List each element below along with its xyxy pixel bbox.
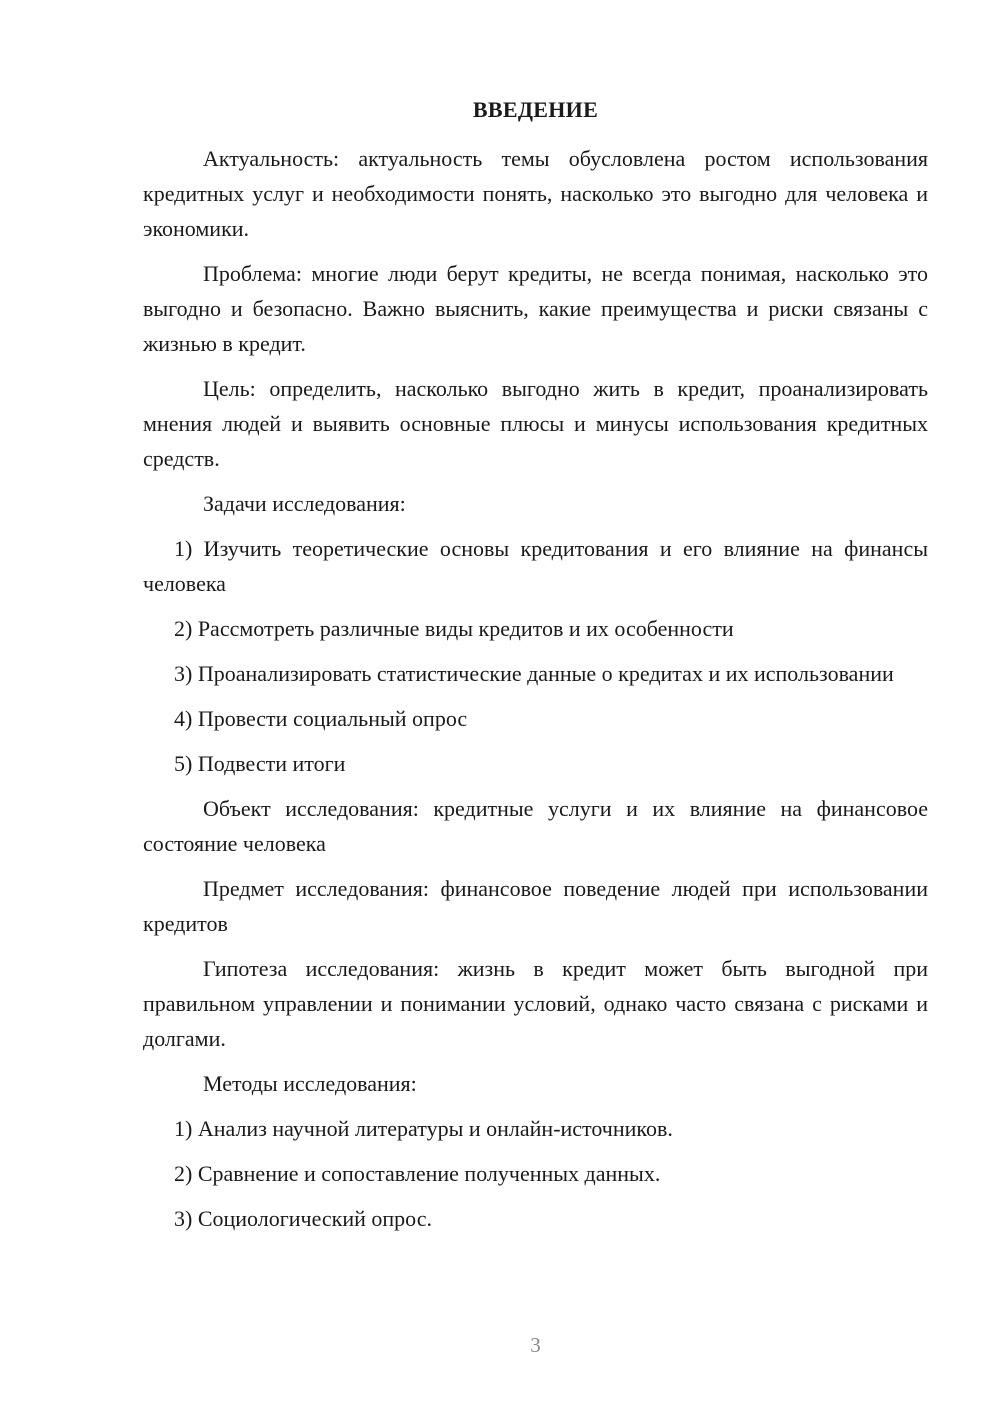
task-item-2: 2) Рассмотреть различные виды кредитов и их особенности	[174, 616, 734, 641]
document-page	[143, 92, 928, 1246]
task-item-3: 3) Проанализировать статистические данные о кредитах и их использовании	[174, 661, 894, 686]
method-item-3: 3) Социологический опрос.	[174, 1206, 432, 1231]
paragraph-hypothesis: Гипотеза исследования: жизнь в кредит может быть выгодной при правильном управлении и понимании условий, однако часто связана с рисками и долгами.	[143, 956, 928, 1051]
paragraph-goal: Цель: определить, насколько выгодно жить в кредит, проанализировать мнения людей и выявить основные плюсы и минусы использования кредитных средств.	[143, 376, 928, 471]
tasks-heading: Задачи исследования:	[203, 491, 406, 516]
paragraph-subject: Предмет исследования: финансовое поведение людей при использовании кредитов	[143, 876, 928, 936]
paragraph-problem: Проблема: многие люди берут кредиты, не всегда понимая, насколько это выгодно и безопасно. Важно выяснить, какие преимущества и риски связаны с жизнью в кредит.	[143, 261, 928, 356]
method-item-1: 1) Анализ научной литературы и онлайн-источников.	[174, 1116, 673, 1141]
task-item-1: 1) Изучить теоретические основы кредитования и его влияние на финансы человека	[143, 536, 928, 596]
section-title: ВВЕДЕНИЕ	[472, 97, 599, 122]
paragraph-relevance: Актуальность: актуальность темы обусловлена ростом использования кредитных услуг и необходимости понять, насколько это выгодно для человека и экономики.	[143, 146, 928, 241]
task-item-5: 5) Подвести итоги	[174, 751, 346, 776]
task-item-4: 4) Провести социальный опрос	[174, 706, 468, 731]
page-number: 3	[530, 1333, 541, 1357]
method-item-2: 2) Сравнение и сопоставление полученных данных.	[174, 1161, 661, 1186]
paragraph-object: Объект исследования: кредитные услуги и их влияние на финансовое состояние человека	[143, 796, 928, 856]
methods-heading: Методы исследования:	[203, 1071, 417, 1096]
